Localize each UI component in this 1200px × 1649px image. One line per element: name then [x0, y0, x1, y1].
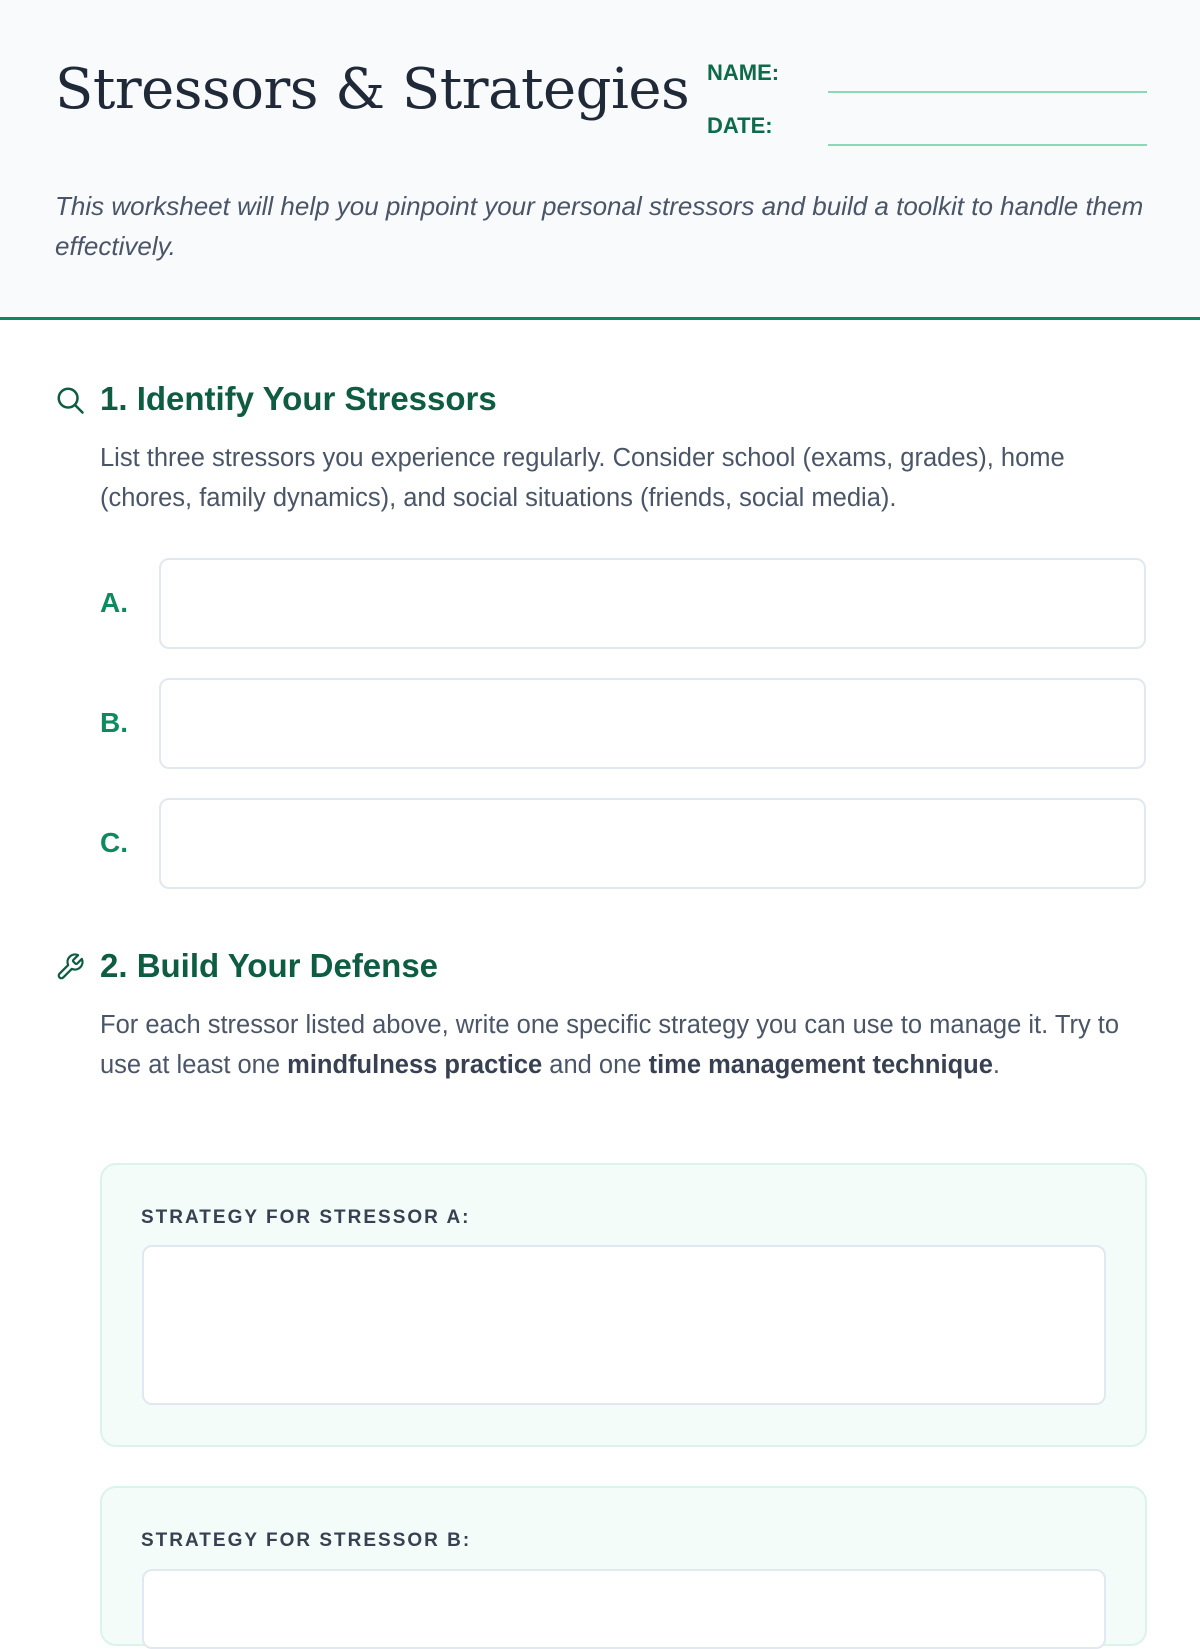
intro-text: This worksheet will help you pinpoint your personal stressors and build a toolkit to handle them effectively.: [55, 191, 1144, 261]
date-field[interactable]: [828, 144, 1147, 146]
strategy-b-input[interactable]: [142, 1569, 1106, 1649]
wrench-icon: [55, 952, 85, 982]
stressor-b-label: B.: [100, 707, 128, 738]
name-field[interactable]: [828, 91, 1147, 93]
section-2-title: 2. Build Your Defense: [100, 947, 439, 984]
stressor-c-input[interactable]: [159, 798, 1146, 889]
strategy-b-label: STRATEGY FOR STRESSOR B:: [141, 1530, 472, 1551]
date-label: DATE:: [707, 113, 773, 138]
page-title: Stressors & Strategies: [55, 57, 690, 122]
search-icon: [55, 385, 85, 415]
bold-time-management: time management technique: [648, 1051, 993, 1079]
strategy-a-input[interactable]: [142, 1245, 1106, 1405]
stressor-c-label: C.: [100, 827, 128, 858]
stressor-a-input[interactable]: [159, 558, 1146, 649]
section-1-description: List three stressors you experience regularly. Consider school (exams, grades), home (chores, family dynamics), and social situations (friends, social media).: [100, 444, 1065, 512]
bold-mindfulness: mindfulness practice: [287, 1051, 543, 1079]
section-2-description: For each stressor listed above, write one specific strategy you can use to manage it. Try to use at least one mindfulness practice and one time management technique.: [100, 1011, 1120, 1079]
worksheet-header: [0, 0, 1200, 320]
stressor-a-label: A.: [100, 587, 128, 618]
name-label: NAME:: [707, 60, 780, 85]
section-1-title: 1. Identify Your Stressors: [100, 380, 497, 417]
strategy-a-label: STRATEGY FOR STRESSOR A:: [141, 1207, 471, 1228]
stressor-b-input[interactable]: [159, 678, 1146, 769]
